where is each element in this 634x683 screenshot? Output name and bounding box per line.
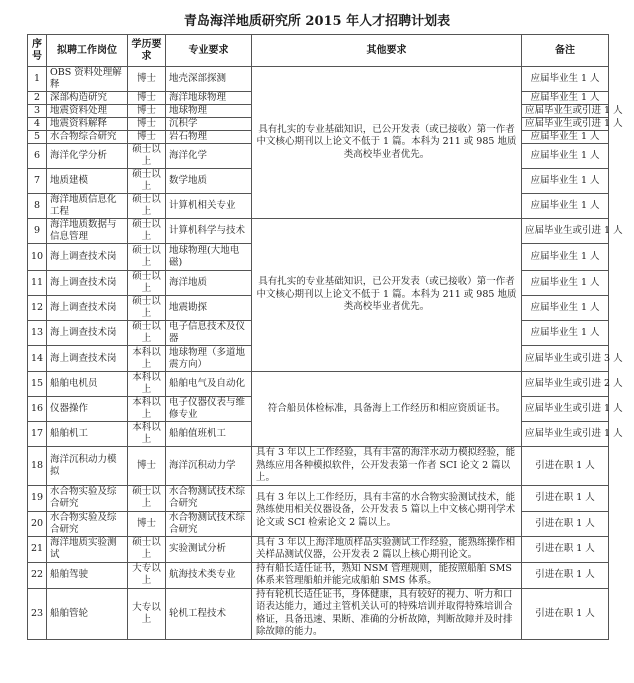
cell-education: 硕士以上 [128, 536, 166, 562]
cell-other-requirements: 具有 3 年以上工作经验，具有丰富的海洋水动力模拟经验，能熟练应用各种模拟软件，公开发表第一作者 SCI 论文 2 篇以上。 [252, 447, 522, 486]
cell-position: 海洋化学分析 [47, 144, 128, 169]
cell-remark: 应届毕业生 1 人 [522, 92, 609, 105]
cell-position: 深部构造研究 [47, 92, 128, 105]
table-row [28, 536, 609, 562]
cell-remark: 引进在职 1 人 [522, 536, 609, 562]
cell-education: 硕士以上 [128, 485, 166, 511]
cell-other-requirements: 符合船员体检标准，具备海上工作经历和相应资质证书。 [252, 372, 522, 447]
table-row [28, 67, 609, 92]
cell-position: 海上调查技术岗 [47, 346, 128, 372]
table-row [28, 219, 609, 244]
cell-remark: 应届毕业生 1 人 [522, 321, 609, 346]
cell-education: 硕士以上 [128, 194, 166, 219]
cell-education: 博士 [128, 118, 166, 131]
header-education: 学历要求 [128, 35, 166, 67]
cell-education: 硕士以上 [128, 219, 166, 244]
cell-remark: 应届毕业生 1 人 [522, 67, 609, 92]
cell-major: 轮机工程技术 [166, 588, 252, 639]
cell-major: 海洋化学 [166, 144, 252, 169]
cell-other-requirements: 持有船长适任证书，熟知 NSM 管理规则，能按照船舶 SMS 体系来管理船舶并能完成船舶 SMS 体系。 [252, 562, 522, 588]
cell-major: 地球物理 [166, 105, 252, 118]
cell-position: 船舶驾驶 [47, 562, 128, 588]
cell-remark: 应届毕业生 1 人 [522, 144, 609, 169]
cell-education: 硕士以上 [128, 144, 166, 169]
cell-position: 海上调查技术岗 [47, 296, 128, 321]
cell-seq: 1 [28, 67, 47, 92]
cell-seq: 6 [28, 144, 47, 169]
cell-remark: 应届毕业生 1 人 [522, 194, 609, 219]
cell-position: 海上调查技术岗 [47, 321, 128, 346]
recruitment-table [27, 34, 623, 640]
cell-major: 地壳深部探测 [166, 67, 252, 92]
table-row [28, 485, 609, 511]
cell-position: 海上调查技术岗 [47, 271, 128, 296]
cell-major: 沉积学 [166, 118, 252, 131]
cell-education: 硕士以上 [128, 244, 166, 271]
cell-other-requirements: 具有扎实的专业基础知识，已公开发表（或已接收）第一作者中文核心期刊以上论文不低于 1 篇。本科为 211 或 985 地质类高校毕业者优先。 [252, 67, 522, 219]
cell-seq: 10 [28, 244, 47, 271]
cell-position: 海上调查技术岗 [47, 244, 128, 271]
cell-seq: 20 [28, 511, 47, 536]
cell-position: 海洋沉积动力模拟 [47, 447, 128, 486]
cell-major: 实验测试分析 [166, 536, 252, 562]
cell-position: 船舶机工 [47, 422, 128, 447]
cell-position: 海洋地质实验测试 [47, 536, 128, 562]
cell-seq: 14 [28, 346, 47, 372]
cell-education: 博士 [128, 92, 166, 105]
cell-remark: 应届毕业生 1 人 [522, 169, 609, 194]
cell-major: 水合物测试技术综合研究 [166, 511, 252, 536]
cell-seq: 11 [28, 271, 47, 296]
cell-education: 硕士以上 [128, 271, 166, 296]
cell-position: 船舶电机员 [47, 372, 128, 397]
cell-remark: 应届毕业生或引进 1 人 [522, 118, 609, 131]
cell-education: 本科以上 [128, 346, 166, 372]
cell-seq: 3 [28, 105, 47, 118]
cell-position: 地震资料处理 [47, 105, 128, 118]
cell-remark: 应届毕业生 1 人 [522, 244, 609, 271]
cell-seq: 22 [28, 562, 47, 588]
cell-major: 水合物测试技术综合研究 [166, 485, 252, 511]
cell-major: 船舶值班机工 [166, 422, 252, 447]
cell-position: 地震资料解释 [47, 118, 128, 131]
cell-major: 海洋地球物理 [166, 92, 252, 105]
header-row [28, 35, 609, 67]
cell-remark: 应届毕业生 1 人 [522, 131, 609, 144]
cell-education: 硕士以上 [128, 321, 166, 346]
cell-education: 博士 [128, 447, 166, 486]
cell-seq: 12 [28, 296, 47, 321]
cell-seq: 21 [28, 536, 47, 562]
cell-remark: 引进在职 1 人 [522, 485, 609, 511]
cell-remark: 应届毕业生或引进 1 人 [522, 422, 609, 447]
cell-position: 仪器操作 [47, 397, 128, 422]
table-row [28, 588, 609, 639]
header-position: 拟聘工作岗位 [47, 35, 128, 67]
table-row [28, 372, 609, 397]
cell-remark: 应届毕业生或引进 3 人 [522, 346, 609, 372]
cell-seq: 23 [28, 588, 47, 639]
cell-remark: 应届毕业生或引进 1 人 [522, 219, 609, 244]
cell-education: 博士 [128, 67, 166, 92]
cell-major: 海洋沉积动力学 [166, 447, 252, 486]
cell-position: 船舶管轮 [47, 588, 128, 639]
cell-position: OBS 资料处理解释 [47, 67, 128, 92]
cell-major: 航海技术类专业 [166, 562, 252, 588]
header-other: 其他要求 [252, 35, 522, 67]
cell-seq: 4 [28, 118, 47, 131]
cell-seq: 7 [28, 169, 47, 194]
cell-education: 本科以上 [128, 397, 166, 422]
cell-major: 地震勘探 [166, 296, 252, 321]
cell-remark: 引进在职 1 人 [522, 588, 609, 639]
cell-remark: 引进在职 1 人 [522, 562, 609, 588]
table-row [28, 447, 609, 486]
cell-position: 水合物实验及综合研究 [47, 485, 128, 511]
cell-seq: 19 [28, 485, 47, 511]
cell-major: 电子信息技术及仪器 [166, 321, 252, 346]
cell-education: 博士 [128, 131, 166, 144]
cell-seq: 16 [28, 397, 47, 422]
cell-other-requirements: 具有扎实的专业基础知识，已公开发表（或已接收）第一作者中文核心期刊以上论文不低于 1 篇。本科为 211 或 985 地质类高校毕业者优先。 [252, 219, 522, 372]
cell-major: 岩石物理 [166, 131, 252, 144]
cell-major: 船舶电气及自动化 [166, 372, 252, 397]
cell-other-requirements: 持有轮机长适任证书，身体健康，具有较好的视力、听力和口语表达能力，通过主管机关认可的特殊培训并取得特殊培训合格证，具备迅速、果断、准确的分析故障，判断故障并及时排除故障的能力。 [252, 588, 522, 639]
cell-major: 海洋地质 [166, 271, 252, 296]
cell-position: 地质建模 [47, 169, 128, 194]
page-title: 青岛海洋地质研究所 2015 年人才招聘计划表 [183, 14, 451, 29]
header-major: 专业要求 [166, 35, 252, 67]
cell-other-requirements: 具有 3 年以上工作经历，具有丰富的水合物实验测试技术，能熟练使用相关仪器设备，公开发表 5 篇以上中文核心期刊学术论文或 SCI 检索论文 2 篇以上。 [252, 485, 522, 536]
table-row [28, 562, 609, 588]
cell-seq: 13 [28, 321, 47, 346]
cell-other-requirements: 具有 3 年以上海洋地质样品实验测试工作经验，能熟练操作相关样品测试仪器，公开发表 2 篇以上核心期刊论文。 [252, 536, 522, 562]
header-seq: 序号 [28, 35, 47, 67]
cell-position: 水合物综合研究 [47, 131, 128, 144]
cell-education: 博士 [128, 105, 166, 118]
cell-seq: 8 [28, 194, 47, 219]
cell-major: 地球物理（多道地震方向） [166, 346, 252, 372]
cell-education: 本科以上 [128, 372, 166, 397]
cell-seq: 2 [28, 92, 47, 105]
cell-position: 水合物实验及综合研究 [47, 511, 128, 536]
cell-position: 海洋地质信息化工程 [47, 194, 128, 219]
cell-remark: 引进在职 1 人 [522, 511, 609, 536]
cell-education: 博士 [128, 511, 166, 536]
cell-seq: 5 [28, 131, 47, 144]
cell-education: 大专以上 [128, 588, 166, 639]
cell-remark: 应届毕业生 1 人 [522, 271, 609, 296]
cell-education: 硕士以上 [128, 169, 166, 194]
cell-seq: 9 [28, 219, 47, 244]
cell-seq: 15 [28, 372, 47, 397]
cell-remark: 应届毕业生或引进 1 人 [522, 397, 609, 422]
cell-remark: 应届毕业生或引进 2 人 [522, 372, 609, 397]
cell-major: 计算机相关专业 [166, 194, 252, 219]
cell-seq: 18 [28, 447, 47, 486]
cell-seq: 17 [28, 422, 47, 447]
cell-remark: 引进在职 1 人 [522, 447, 609, 486]
cell-education: 硕士以上 [128, 296, 166, 321]
cell-education: 大专以上 [128, 562, 166, 588]
cell-education: 本科以上 [128, 422, 166, 447]
cell-remark: 应届毕业生或引进 1 人 [522, 105, 609, 118]
cell-position: 海洋地质数据与信息管理 [47, 219, 128, 244]
cell-major: 数学地质 [166, 169, 252, 194]
cell-remark: 应届毕业生 1 人 [522, 296, 609, 321]
cell-major: 电子仪器仪表与维修专业 [166, 397, 252, 422]
header-remark: 备注 [522, 35, 609, 67]
cell-major: 计算机科学与技术 [166, 219, 252, 244]
cell-major: 地球物理(大地电磁) [166, 244, 252, 271]
